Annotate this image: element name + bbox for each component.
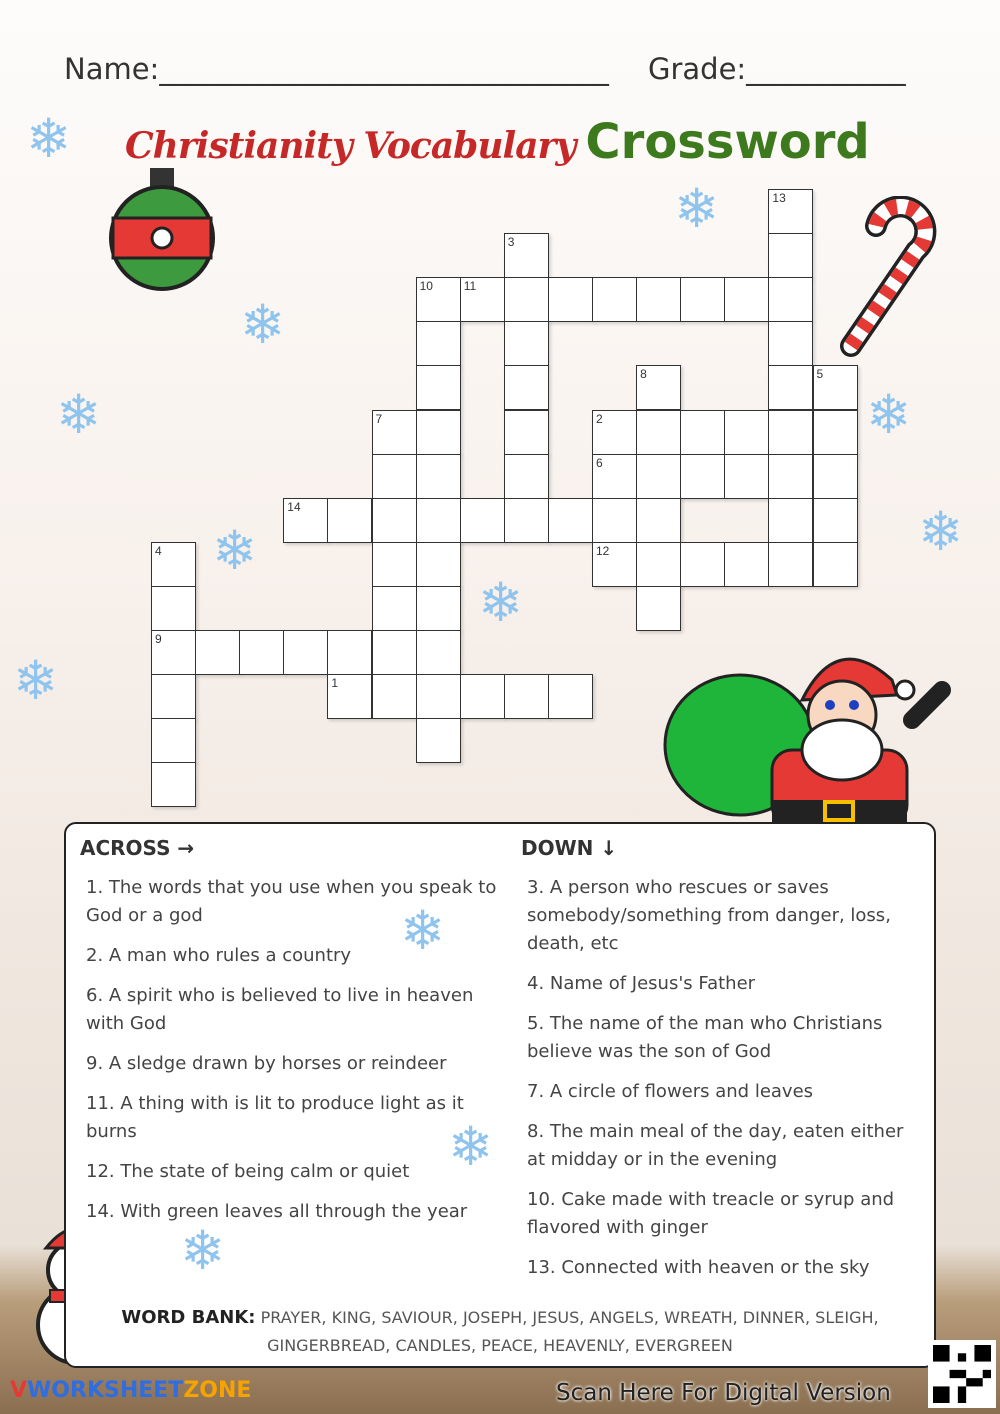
clue-number: 3 [507,235,515,250]
crossword-cell[interactable] [195,630,240,675]
scan-caption: Scan Here For Digital Version [556,1380,891,1406]
crossword-cell[interactable] [416,277,461,322]
across-clue: 14. With green leaves all through the year [86,1201,468,1222]
clue-number: 4 [155,543,162,558]
across-clue: 2. A man who rules a country [86,945,352,966]
crossword-cell[interactable] [504,365,549,410]
clue-number: 9 [155,632,162,646]
snowflake-icon: ❄ [448,1117,494,1177]
crossword-cell[interactable] [548,277,593,322]
worksheetzone-logo: VWORKSHEETZONE [10,1378,252,1403]
snowflake-icon: ❄ [674,179,720,239]
crossword-cell[interactable] [813,410,858,455]
snowflake-icon: ❄ [240,295,286,355]
crossword-cell[interactable] [636,365,681,410]
clue-number: 14 [287,499,301,514]
clue-number: 2 [596,411,603,426]
across-clue: 1. The words that you use when you speak to God or a god [86,877,497,926]
crossword-cell[interactable] [680,454,725,499]
crossword-cell[interactable] [592,542,637,587]
crossword-cell[interactable] [372,410,417,455]
qr-code[interactable] [928,1340,996,1408]
clue-number: 12 [596,543,610,558]
crossword-cell[interactable] [416,542,461,587]
logo-text-a: WORKSHEET [27,1378,184,1403]
snowflake-icon: ❄ [56,385,102,445]
down-clue: 8. The main meal of the day, eaten either at midday or in the evening [527,1121,904,1170]
crossword-cell[interactable] [460,498,505,543]
crossword-cell[interactable] [151,674,196,719]
crossword-cell[interactable] [592,498,637,543]
crossword-cell[interactable] [327,498,372,543]
crossword-cell[interactable] [372,454,417,499]
crossword-cell[interactable] [636,586,681,631]
crossword-cell[interactable] [151,762,196,807]
crossword-cell[interactable] [592,454,637,499]
snowflake-icon: ❄ [400,901,446,961]
crossword-cell[interactable] [548,498,593,543]
down-clue: 3. A person who rescues or saves somebody/something from danger, loss, death, etc [527,877,891,954]
crossword-cell[interactable] [416,321,461,366]
crossword-cell[interactable] [768,410,813,455]
crossword-cell[interactable] [504,277,549,322]
snowflake-icon: ❄ [26,109,72,169]
across-clue: 9. A sledge drawn by horses or reindeer [86,1053,447,1074]
across-clue: 6. A spirit who is believed to live in heaven with God [86,985,474,1034]
word-bank-words: PRAYER, KING, SAVIOUR, JOSEPH, JESUS, ANGELS, WREATH, DINNER, SLEIGH, GINGERBREAD, CANDLES, PEACE, HEAVENLY, EVERGREEN [260,1308,879,1355]
snowflake-icon: ❄ [212,521,258,581]
clue-number: 5 [816,367,824,382]
crossword-cell[interactable] [592,277,637,322]
crossword-cell[interactable] [636,410,681,455]
across-clue: 12. The state of being calm or quiet [86,1161,410,1182]
clue-number: 7 [375,411,383,426]
snowflake-icon: ❄ [478,573,524,633]
crossword-cell[interactable] [768,189,813,234]
crossword-cell[interactable] [504,321,549,366]
down-clue: 5. The name of the man who Christians believe was the son of God [527,1013,883,1062]
name-field: Name:_______________________________ [64,52,609,86]
across-clue: 11. A thing with is lit to produce light as it burns [86,1093,464,1142]
crossword-cell[interactable] [504,498,549,543]
crossword-cell[interactable] [327,630,372,675]
crossword-cell[interactable] [680,410,725,455]
crossword-cell[interactable] [636,498,681,543]
crossword-cell[interactable] [680,277,725,322]
crossword-cell[interactable] [813,365,858,410]
crossword-cell[interactable] [592,410,637,455]
crossword-cell[interactable] [372,586,417,631]
crossword-cell[interactable] [151,630,196,675]
crossword-cell[interactable] [151,586,196,631]
crossword-cell[interactable] [372,630,417,675]
crossword-cell[interactable] [416,410,461,455]
crossword-cell[interactable] [239,630,284,675]
crossword-cell[interactable] [151,718,196,763]
crossword-cell[interactable] [768,542,813,587]
crossword-cell[interactable] [416,454,461,499]
crossword-cell[interactable] [724,410,769,455]
crossword-cell[interactable] [768,365,813,410]
crossword-cell[interactable] [372,498,417,543]
crossword-cell[interactable] [372,542,417,587]
crossword-cell[interactable] [416,718,461,763]
crossword-cell[interactable] [548,674,593,719]
crossword-cell[interactable] [768,277,813,322]
title-main: Crossword [585,114,870,170]
down-clues [527,874,927,1294]
down-heading: DOWN ↓ [521,836,618,860]
snowflake-icon: ❄ [180,1221,226,1281]
crossword-cell[interactable] [460,674,505,719]
across-heading: ACROSS → [80,836,195,860]
crossword-cell[interactable] [724,277,769,322]
crossword-cell[interactable] [416,630,461,675]
crossword-cell[interactable] [636,277,681,322]
crossword-cell[interactable] [151,542,196,587]
crossword-cell[interactable] [283,498,328,543]
crossword-cell[interactable] [768,321,813,366]
crossword-cell[interactable] [813,542,858,587]
crossword-cell[interactable] [416,365,461,410]
crossword-cell[interactable] [724,542,769,587]
snowflake-icon: ❄ [918,502,964,562]
clue-number: 10 [419,279,433,294]
clue-number: 13 [772,191,786,205]
grade-field: Grade:___________ [648,52,906,86]
crossword-cell[interactable] [504,454,549,499]
crossword-cell[interactable] [460,277,505,322]
down-clue: 4. Name of Jesus's Father [527,973,756,994]
clue-number: 11 [463,279,477,294]
snowflake-icon: ❄ [13,651,59,711]
crossword-cell[interactable] [416,498,461,543]
crossword-cell[interactable] [636,542,681,587]
clue-number: 8 [640,367,647,382]
crossword-cell[interactable] [416,586,461,631]
crossword-cell[interactable] [768,233,813,278]
crossword-cell[interactable] [680,542,725,587]
down-clue: 10. Cake made with treacle or syrup and flavored with ginger [527,1189,895,1238]
crossword-cell[interactable] [724,454,769,499]
crossword-cell[interactable] [372,674,417,719]
crossword-cell[interactable] [813,498,858,543]
crossword-cell[interactable] [327,674,372,719]
crossword-cell[interactable] [283,630,328,675]
logo-text-b: ZONE [183,1378,252,1403]
crossword-cell[interactable] [416,674,461,719]
title-script: Christianity Vocabulary [125,125,576,167]
crossword-cell[interactable] [504,233,549,278]
down-clue: 13. Connected with heaven or the sky [527,1257,870,1278]
down-clue: 7. A circle of flowers and leaves [527,1081,814,1102]
crossword-cell[interactable] [813,454,858,499]
clue-number: 6 [596,455,603,470]
snowflake-icon: ❄ [866,385,912,445]
crossword-cell[interactable] [768,498,813,543]
clue-number: 1 [331,676,339,691]
clues-panel [64,822,936,1368]
crossword-cell[interactable] [636,454,681,499]
crossword-cell[interactable] [504,410,549,455]
crossword-cell[interactable] [504,674,549,719]
crossword-cell[interactable] [768,454,813,499]
word-bank-label: WORD BANK: [121,1307,256,1328]
word-bank [66,1304,934,1360]
